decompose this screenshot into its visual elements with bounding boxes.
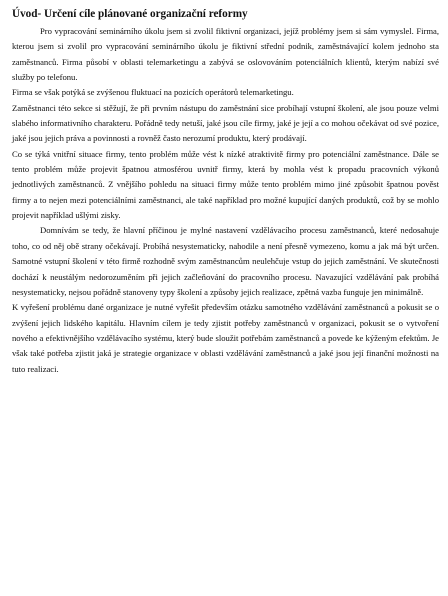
paragraph-fluctuation: Firma se však potýká se zvýšenou fluktuací na pozicích operátorů telemarketingu.	[12, 87, 294, 98]
paragraph-cause: Domnívám se tedy, že hlavní příčinou je mylné nastavení vzdělávacího procesu zaměstnanců, které nedosahuje toho, co od něj obě strany očekávají. Probíhá nesystematicky, nahodile a není přesně vymezeno, komu a jak má být určen. Samotné vstupní školení v této firmě rozhodně svým zaměstnancům neulehčuje vstup do jejich zaměstnání. Ve skutečnosti dochází k neustálým nedorozuměním při jejich začleňování do pracovního procesu. Navazující vzdělávání pak probíhá nesystematicky, nejsou pořádně stanoveny typy školení a způsoby jejich realizace, zpětná vazba funguje jen minimálně.	[12, 225, 439, 297]
section-heading: Úvod- Určení cíle plánované organizační reformy	[12, 8, 248, 20]
paragraph-impact: Co se týká vnitřní situace firmy, tento problém může vést k nízké atraktivitě firmy pro potenciální zaměstnance. Dále se tento problém může projevit špatnou atmosférou uvnitř firmy, která by mohla vést k propadu pracovních výkonů jednotlivých zaměstnanců. Z vnějšího pohledu na situaci firmy může tento problém mimo jiné způsobit špatnou pověst firmy a to nejen mezi potenciálními zaměstnanci, ale také například pro možné kupující daných produktů, což by se mohlo projevit například ušlými zisky.	[12, 148, 439, 221]
paragraph-intro: Pro vypracování seminárního úkolu jsem si zvolil fiktivní organizaci, jejíž problémy jsem si sám vymyslel. Firma, kterou jsem si zvolil pro vypracování seminárního úkolu je fiktivní střední podnik, zaměstnávající kolem jednoho sta zaměstnanců. Firma působí v oblasti telemarketingu a zabývá se oslovováním potenciálních klientů, kterým nabízí své služby po telefonu.	[12, 26, 439, 83]
paragraph-solution: K vyřešení problému dané organizace je nutné vyřešit především otázku samotného vzdělávání zaměstnanců a pokusit se o zvýšení jejich lidského kapitálu. Hlavním cílem je tedy zjistit potřeby zaměstnanců v organizaci, pokusit se o vytvoření nového a efektivnějšího vzdělávacího systému, který bude sloužit potřebám zaměstnanců a povede ke kýženým efektům. Je však také potřeba zjistit jaká je strategie organizace v oblasti vzdělávání zaměstnanců a jaké jsou její finanční možnosti na tuto realizaci.	[12, 302, 439, 374]
paragraph-complaints: Zaměstnanci této sekce si stěžují, že při prvním nástupu do zaměstnání sice probíhají vstupní školení, ale jsou pouze velmi slabého informativního charakteru. Pořádně tedy netuší, jaké jsou cíle firmy, jaké je její a co mohou očekávat od své pozice, jaké jsou jejich práva a povinnosti a rovněž často nerozumí produktu, který prodávají.	[12, 102, 439, 144]
